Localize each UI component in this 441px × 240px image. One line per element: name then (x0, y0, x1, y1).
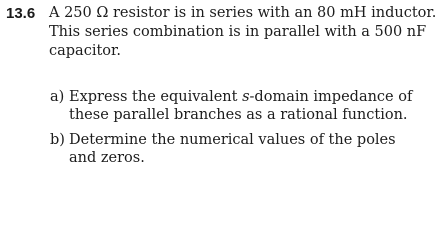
problem-number: 13.6 (6, 5, 36, 22)
part-a-line: Express the equivalent s-domain impedance of (69, 89, 413, 105)
part-b-text (69, 131, 435, 167)
part-b-line: Determine the numerical values of the poles (69, 132, 396, 148)
statement-line: A 250 Ω resistor is in series with an 80 mH inductor. (49, 5, 437, 21)
part-a-line: these parallel branches as a rational function. (69, 107, 408, 123)
statement-line: This series combination is in parallel with a 500 nF (49, 24, 427, 40)
part-a-label: a) (50, 89, 65, 105)
problem-statement (49, 4, 437, 61)
part-a-text (69, 88, 435, 124)
part-b-line: and zeros. (69, 150, 145, 166)
part-b (50, 131, 435, 167)
part-b-label: b) (50, 132, 65, 148)
part-a (50, 88, 435, 124)
problem-parts (50, 88, 435, 174)
statement-line: capacitor. (49, 43, 121, 59)
